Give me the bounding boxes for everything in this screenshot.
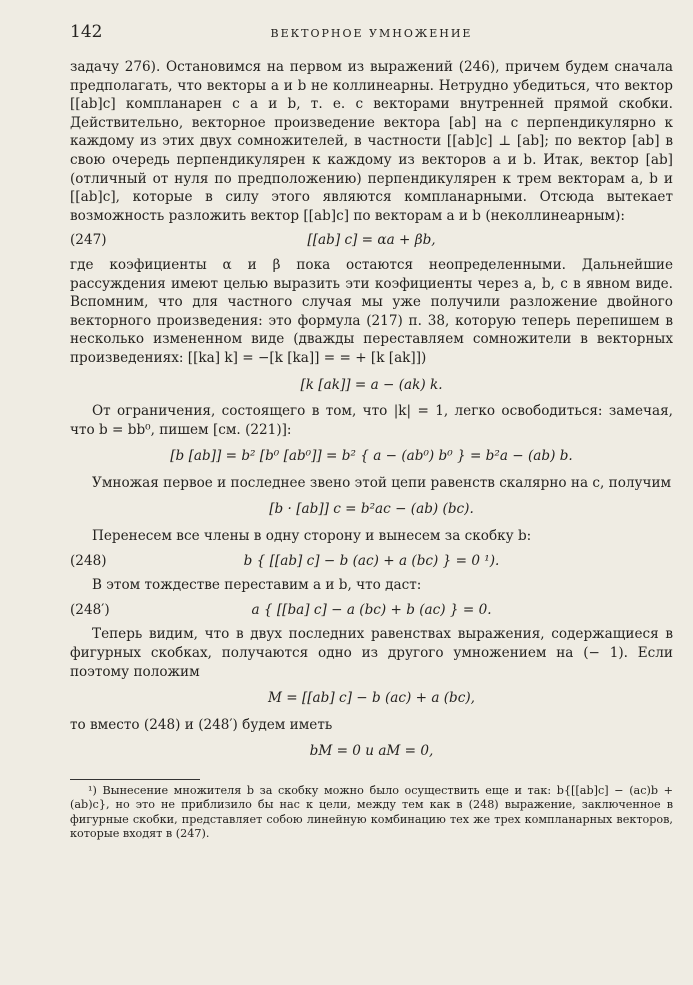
- equation-body: [[ab] c] = αa + βb,: [307, 232, 436, 249]
- paragraph-4: Умножая первое и последнее звено этой цепи равенств скалярно на c, получим: [92, 474, 672, 491]
- paragraph-7: Теперь видим, что в двух последних равенствах выражения, содержащиеся в фигурных скобках, получаются одно из другого умножением на (− 1). Если поэтому положим: [70, 626, 673, 680]
- footnote: ¹) Вынесение множителя b за скобку можно было осуществить еще и так: b{[[ab]c] − (ac)b + (ab)c}, но это не приблизило бы нас к цели, между тем как в (248) выражение, заключенное в фигурные скобки, представляет собою линейную комбинацию тех же трех компланарных векторов, которые входят в (247).: [70, 784, 673, 841]
- paragraph-2: где коэфициенты α и β пока остаются неопределенными. Дальнейшие рассуждения имеют целью выразить эти коэфициенты через a, b, c в явном виде. Вспомним, что для частного случая мы уже получили разложение двойного векторного произведения: это формула (217) п. 38, которую теперь перепишем в несколько измененном виде (дважды переставляем сомножители в векторных произведениях: [[ka] k] = −[k [ka]] = = + [k [ak]]): [70, 256, 673, 366]
- paragraph-6: В этом тождестве переставим a и b, что даст:: [92, 577, 422, 594]
- paragraph-3: От ограничения, состоящего в том, что |k| = 1, легко освободиться: замечая, что b = bb⁰, пишем [см. (221)]:: [70, 403, 673, 438]
- equation-number: (248′): [70, 601, 110, 618]
- equation-k: [k [ak]] = a − (ak) k.: [300, 376, 443, 393]
- equation-247: [70, 231, 673, 250]
- equation-248-prime: [70, 601, 673, 620]
- page-header: [70, 22, 673, 46]
- equation-number: (247): [70, 232, 107, 249]
- paragraph-1: задачу 276). Остановимся на первом из выражений (246), причем будем сначала предполагать, что векторы a и b не коллинеарны. Нетрудно убедиться, что вектор [[ab]c] компланарен с a и b, т. е. с векторами внутренней прямой скобки. Действительно, векторное произведение вектора [ab] на c перпендикулярно к каждому из этих двух сомножителей, в частности [[ab]c] ⊥ [ab]; по вектор [ab] в свою очередь перпендикулярен к каждому из векторов a и b. Итак, вектор [ab] (отличный от нуля по предположению) перпендикулярен к трем векторам a, b и [[ab]c], которые в силу этого являются компланарными. Отсюда вытекает возможность разложить вектор [[ab]c] по векторам a и b (неколлинеарным):: [70, 59, 673, 224]
- equation-chain: [b [ab]] = b² [b⁰ [ab⁰]] = b² { a − (ab⁰) b⁰ } = b²a − (ab) b.: [170, 448, 573, 465]
- page-body: [70, 58, 673, 842]
- equation-scalar: [b · [ab]] c = b²ac − (ab) (bc).: [269, 501, 474, 518]
- paragraph-8: то вместо (248) и (248′) будем иметь: [70, 716, 333, 733]
- equation-bM: bM = 0 и aM = 0,: [309, 743, 434, 760]
- paragraph-5: Перенесем все члены в одну сторону и вынесем за скобку b:: [92, 528, 532, 545]
- running-head: ВЕКТОРНОЕ УМНОЖЕНИЕ: [270, 27, 473, 40]
- footnote-divider: [70, 779, 200, 780]
- equation-body: b { [[ab] c] − b (ac) + a (bc) } = 0 ¹).: [243, 552, 500, 569]
- equation-number: (248): [70, 552, 107, 569]
- page-number: 142: [70, 22, 103, 42]
- equation-body: a { [[ba] c] − a (bc) + b (ac) } = 0.: [251, 601, 492, 618]
- equation-M: M = [[ab] c] − b (ac) + a (bc),: [268, 690, 475, 707]
- equation-248: [70, 552, 673, 571]
